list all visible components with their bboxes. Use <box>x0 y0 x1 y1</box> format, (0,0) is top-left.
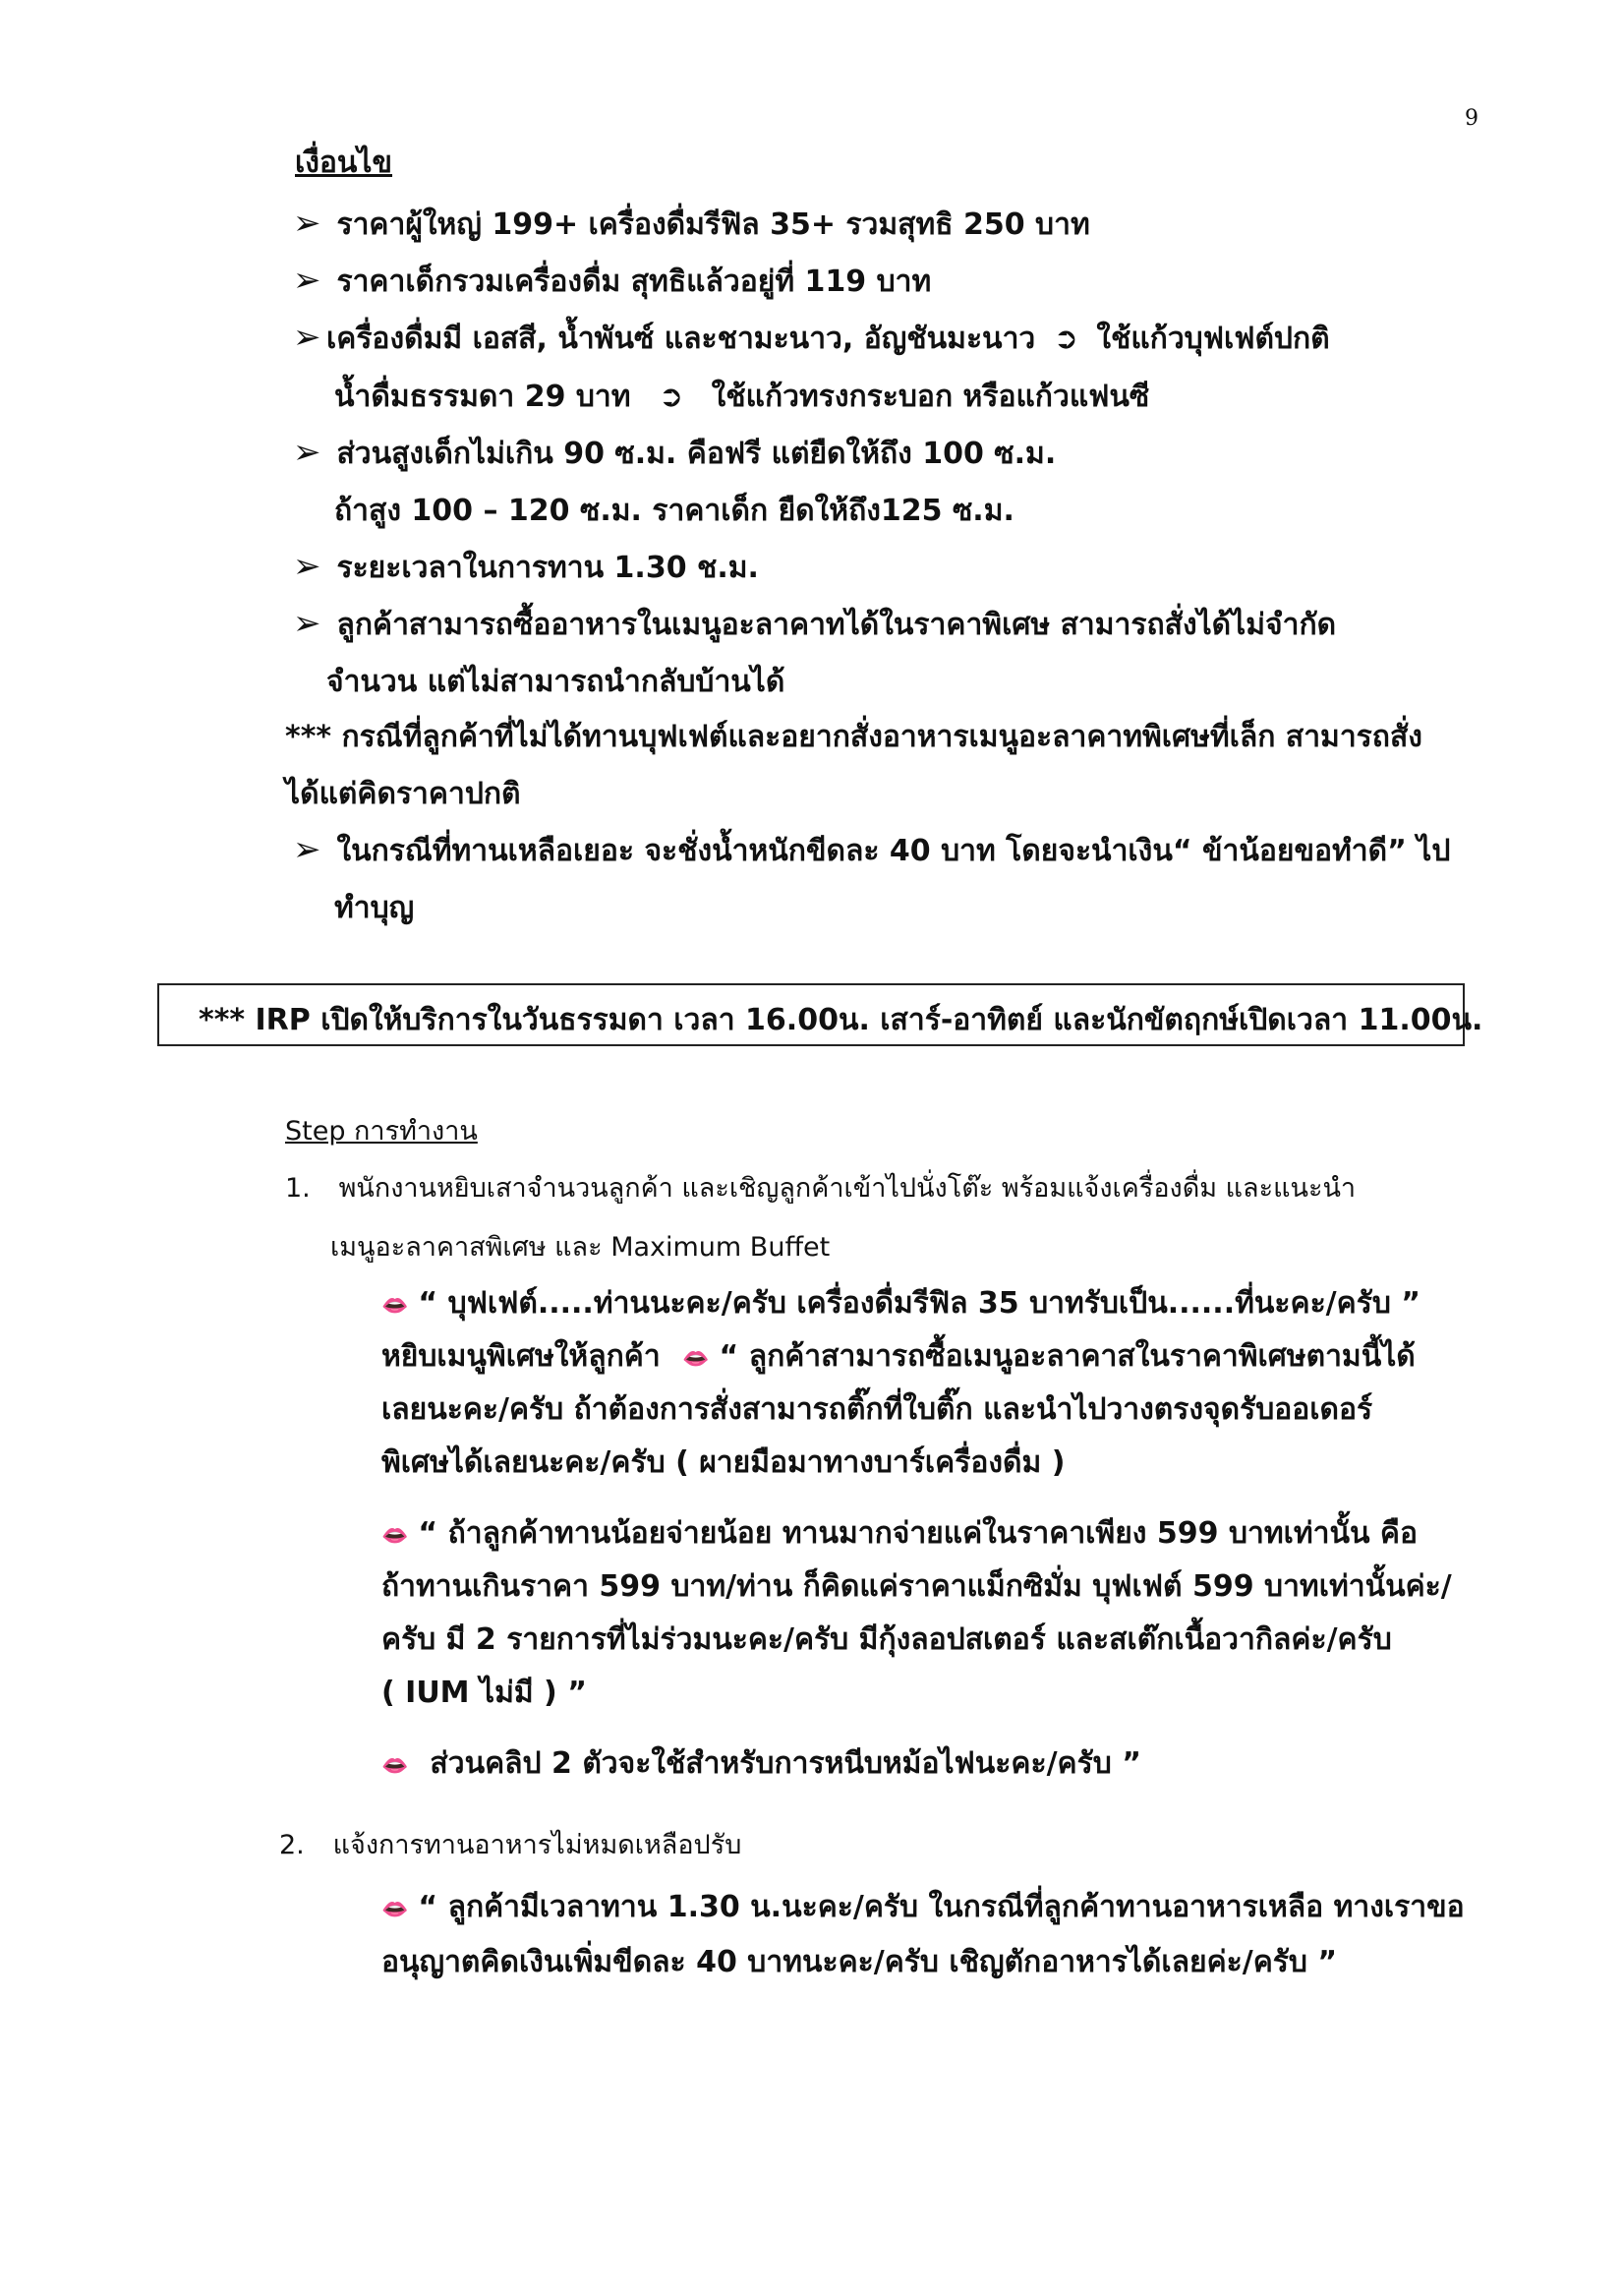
condition-leftover-2: ทำบุญ <box>334 891 415 925</box>
script-text: “ ลูกค้าสามารถซื้อเมนูอะลาคาสในราคาพิเศษตามนี้ได้ <box>719 1339 1416 1374</box>
condition-text: ระยะเวลาในการทาน 1.30 ช.ม. <box>336 551 759 585</box>
step-1-text-2: เมนูอะลาคาสพิเศษ และ Maximum Buffet <box>330 1232 831 1263</box>
arrow-bullet-icon: ➢ <box>293 830 321 869</box>
condition-water <box>334 374 1149 420</box>
step-2 <box>279 1823 741 1865</box>
arrow-bullet-icon: ➢ <box>293 547 321 586</box>
lips-icon: 👄 <box>682 1347 710 1372</box>
script-c-line <box>381 1740 1141 1787</box>
condition-adult-price <box>293 202 1090 248</box>
circle-arrow-icon: ➲ <box>659 380 684 414</box>
script-b-line-3: ครับ มี 2 รายการที่ไม่ร่วมนะคะ/ครับ มีกุ้งลอปสเตอร์ และสเต๊กเนื้อวากิลค่ะ/ครับ <box>381 1622 1392 1657</box>
arrow-bullet-icon: ➢ <box>293 261 321 300</box>
arrow-bullet-icon: ➢ <box>293 204 321 243</box>
arrow-bullet-icon: ➢ <box>293 433 321 472</box>
script-text: หยิบเมนูพิเศษให้ลูกค้า <box>381 1339 661 1374</box>
script-text: ส่วนคลิป 2 ตัวจะใช้สำหรับการหนีบหม้อไฟนะคะ/ครับ ” <box>430 1746 1141 1781</box>
condition-leftover <box>293 828 1450 874</box>
condition-non-buffet-2: ได้แต่คิดราคาปกติ <box>285 777 521 811</box>
step-1 <box>285 1166 1356 1208</box>
condition-child-height <box>293 431 1056 477</box>
condition-text: ลูกค้าสามารถซื้ออาหารในเมนูอะลาคาทได้ในราคาพิเศษ สามารถสั่งได้ไม่จำกัด <box>336 608 1337 642</box>
step-1-number: 1. <box>285 1173 311 1204</box>
script-a-line-3: เลยนะคะ/ครับ ถ้าต้องการสั่งสามารถติ๊กที่ใบติ๊ก และนำไปวางตรงจุดรับออเดอร์ <box>381 1392 1373 1427</box>
condition-alacarte-2: จำนวน แต่ไม่สามารถนำกลับบ้านได้ <box>326 665 785 699</box>
conditions-heading: เงื่อนไข <box>295 146 393 180</box>
step-2-text: แจ้งการทานอาหารไม่หมดเหลือปรับ <box>332 1830 742 1860</box>
step-2-number: 2. <box>279 1830 305 1860</box>
step-1-text: พนักงานหยิบเสาจำนวนลูกค้า และเชิญลูกค้าเข้าไปนั่งโต๊ะ พร้อมแจ้งเครื่องดื่ม และแนะนำ <box>338 1173 1357 1204</box>
condition-text: เครื่องดื่มมี เอสสี, น้ำพันซ์ และชามะนาว, อัญชันมะนาว <box>326 322 1036 356</box>
script-b-line-2: ถ้าทานเกินราคา 599 บาท/ท่าน ก็คิดแค่ราคาแม็กซิมั่ม บุฟเฟต์ 599 บาทเท่านั้นค่ะ/ <box>381 1569 1452 1604</box>
lips-icon: 👄 <box>381 1294 409 1319</box>
steps-heading: Step การทำงาน <box>285 1116 478 1147</box>
script-a-line-2 <box>381 1333 1416 1380</box>
arrow-bullet-icon: ➢ <box>293 604 321 643</box>
condition-text: ราคาผู้ใหญ่ 199+ เครื่องดื่มรีฟิล 35+ รวมสุทธิ 250 บาท <box>336 207 1090 242</box>
condition-text: ส่วนสูงเด็กไม่เกิน 90 ซ.ม. คือฟรี แต่ยืดให้ถึง 100 ซ.ม. <box>336 437 1057 471</box>
arrow-bullet-icon: ➢ <box>293 318 321 357</box>
condition-text: ใช้แก้วบุฟเฟต์ปกติ <box>1096 322 1330 356</box>
script-text: “ ลูกค้ามีเวลาทาน 1.30 น.นะคะ/ครับ ในกรณีที่ลูกค้าทานอาหารเหลือ ทางเราขอ <box>418 1890 1465 1924</box>
page-number: 9 <box>1465 106 1478 131</box>
script-b-line-1 <box>381 1510 1418 1557</box>
condition-drinks <box>293 316 1330 362</box>
script-d-line-2: อนุญาตคิดเงินเพิ่มขีดละ 40 บาทนะคะ/ครับ เชิญตักอาหารได้เลยค่ะ/ครับ ” <box>381 1945 1338 1979</box>
script-a-line-1 <box>381 1280 1420 1326</box>
lips-icon: 👄 <box>381 1898 409 1922</box>
condition-non-buffet: *** กรณีที่ลูกค้าที่ไม่ได้ทานบุฟเฟต์และอยากสั่งอาหารเมนูอะลาคาทพิเศษที่เล็ก สามารถสั่ง <box>285 720 1422 754</box>
condition-text: ใช้แก้วทรงกระบอก หรือแก้วแฟนซี <box>711 380 1150 414</box>
script-d-line-1 <box>381 1884 1465 1930</box>
condition-text: ในกรณีที่ทานเหลือเยอะ จะชั่งน้ำหนักขีดละ 40 บาท โดยจะนำเงิน“ ข้าน้อยขอทำดี” ไป <box>336 834 1451 868</box>
opening-hours-notice-box <box>157 983 1483 1046</box>
condition-text: น้ำดื่มธรรมดา 29 บาท <box>334 380 631 414</box>
condition-duration <box>293 545 759 591</box>
script-text: “ ถ้าลูกค้าทานน้อยจ่ายน้อย ทานมากจ่ายแค่ในราคาเพียง 599 บาทเท่านั้น คือ <box>418 1516 1419 1551</box>
condition-alacarte <box>293 602 1336 648</box>
circle-arrow-icon: ➲ <box>1053 322 1078 356</box>
condition-text: ราคาเด็กรวมเครื่องดื่ม สุทธิแล้วอยู่ที่ 119 บาท <box>336 265 932 299</box>
opening-hours-notice: *** IRP เปิดให้บริการในวันธรรมดา เวลา 16.00น. เสาร์-อาทิตย์ และนักขัตฤกษ์เปิดเวลา 11.00น. <box>199 1003 1483 1037</box>
condition-child-height-2: ถ้าสูง 100 – 120 ซ.ม. ราคาเด็ก ยืดให้ถึง125 ซ.ม. <box>334 494 1014 528</box>
condition-child-price <box>293 259 931 305</box>
lips-icon: 👄 <box>381 1754 409 1779</box>
script-text: “ บุฟเฟต์.....ท่านนะคะ/ครับ เครื่องดื่มรีฟิล 35 บาทรับเป็น......ที่นะคะ/ครับ ” <box>418 1286 1421 1321</box>
script-b-line-4: ( IUM ไม่มี ) ” <box>381 1676 587 1710</box>
script-a-line-4: พิเศษได้เลยนะคะ/ครับ ( ผายมือมาทางบาร์เครื่องดื่ม ) <box>381 1445 1066 1480</box>
lips-icon: 👄 <box>381 1524 409 1549</box>
